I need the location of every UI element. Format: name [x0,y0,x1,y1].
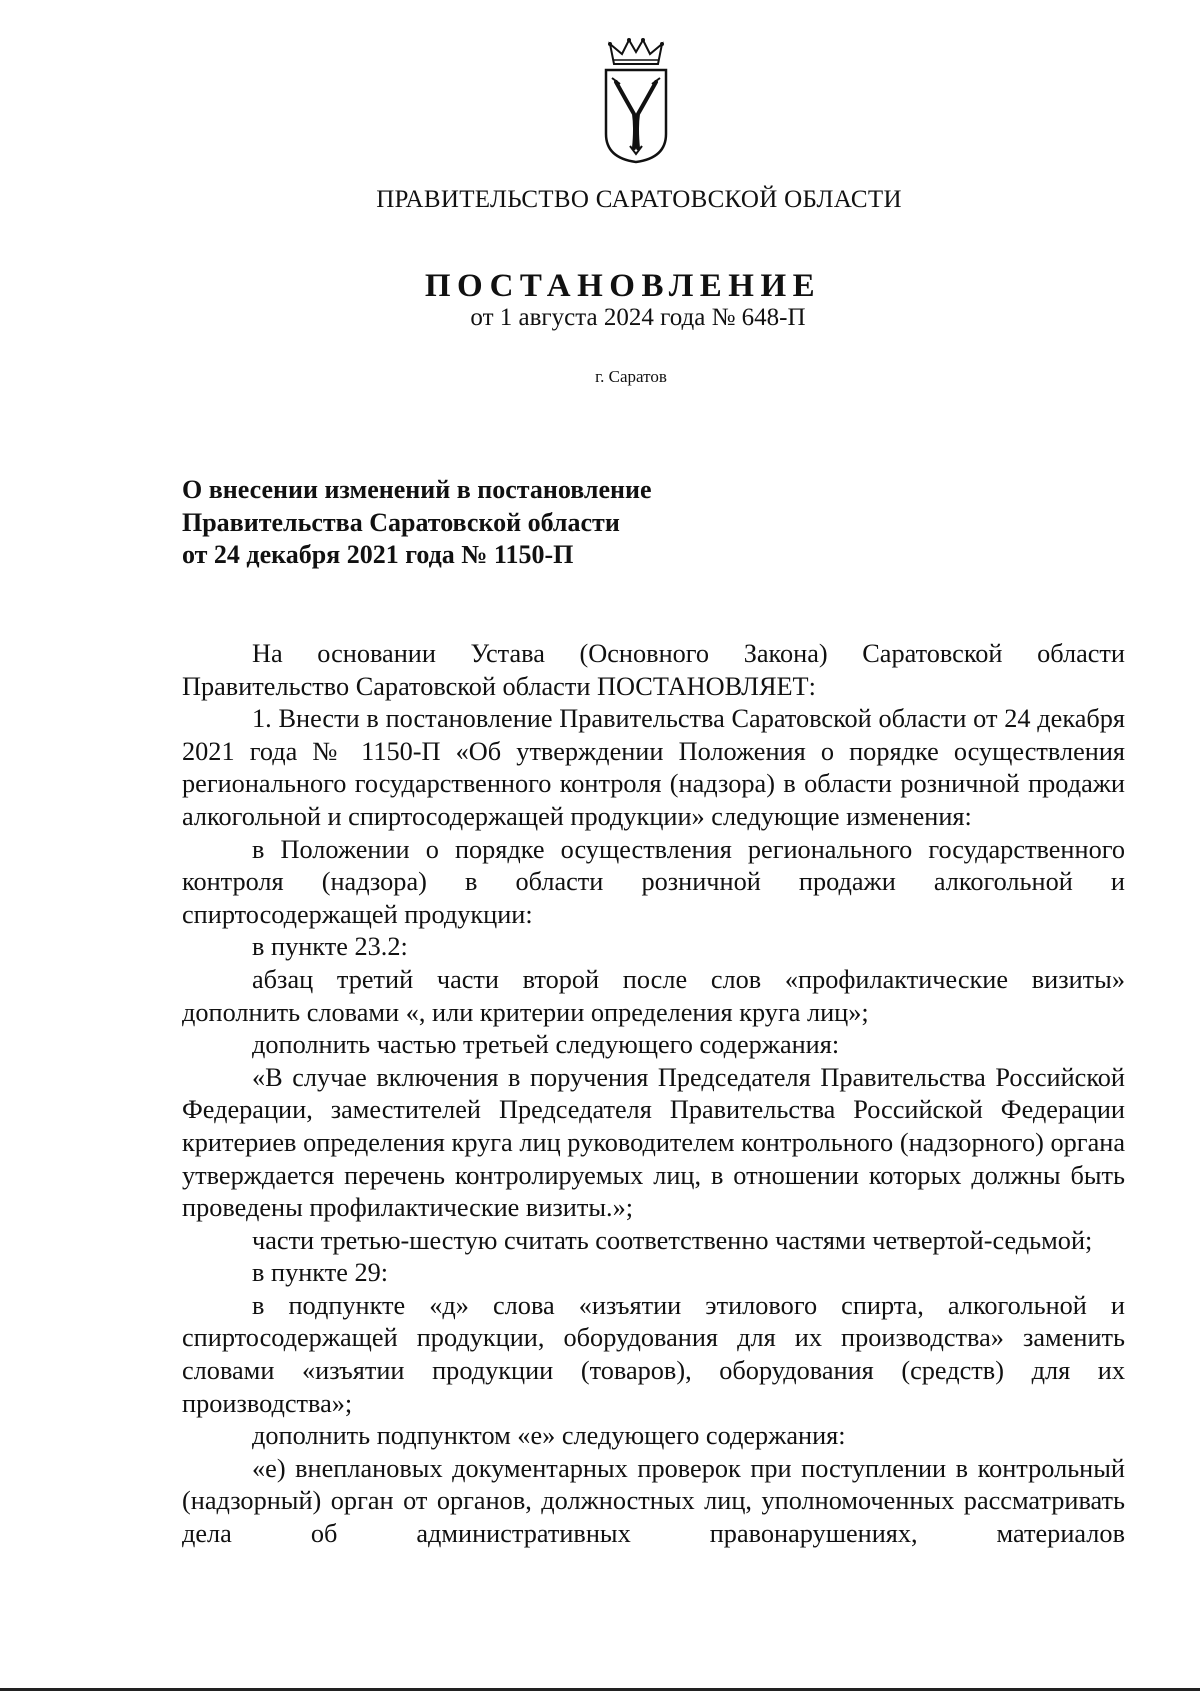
body-paragraph: в Положении о порядке осуществления регионального государственного контроля (надзора) в области розничной продажи алкогольной и спиртосодержащей продукции: [182,834,1125,929]
document-body [182,638,1125,1551]
saratov-coat-of-arms-icon [596,36,676,166]
document-city: г. Саратов [595,367,667,386]
subject-line: Правительства Саратовской области [182,507,620,537]
body-paragraph: дополнить подпунктом «е» следующего содержания: [252,1421,846,1451]
document-subject [182,474,822,572]
document-date-number: от 1 августа 2024 года № 648-П [470,304,806,331]
body-paragraph: На основании Устава (Основного Закона) Саратовской области Правительство Саратовской области ПОСТАНОВЛЯЕТ: [182,639,1125,701]
body-paragraph: «В случае включения в поручения Председателя Правительства Российской Федерации, заместителей Председателя Правительства Российской Федерации критериев определения круга лиц руководителем контрольного (надзорного) органа утверждается перечень контролируемых лиц, в отношении которых должны быть проведены профилактические визиты.»; [182,1062,1125,1223]
body-paragraph: 1. Внести в постановление Правительства Саратовской области от 24 декабря 2021 года № 1150-П «Об утверждении Положения о порядке осуществления регионального государственного контроля (надзора) в области розничной продажи алкогольной и спиртосодержащей продукции» следующие изменения: [182,704,1125,831]
body-paragraph: дополнить частью третьей следующего содержания: [252,1030,840,1060]
body-paragraph: «е) внеплановых документарных проверок при поступлении в контрольный (надзорный) орган от органов, должностных лиц, уполномоченных рассматривать дела об административных правонарушениях, материалов [182,1453,1125,1549]
body-paragraph: в подпункте «д» слова «изъятии этилового спирта, алкогольной и спиртосодержащей продукции, оборудования для их производства» заменить словами «изъятии продукции (товаров), оборудования (средств) для их производства»; [182,1290,1125,1418]
government-name: ПРАВИТЕЛЬСТВО САРАТОВСКОЙ ОБЛАСТИ [376,186,902,213]
subject-line: О внесении изменений в постановление [182,475,652,504]
body-paragraph: части третью-шестую считать соответственно частями четвертой-седьмой; [252,1225,1093,1255]
body-paragraph: в пункте 23.2: [252,932,408,962]
body-paragraph: в пункте 29: [252,1258,389,1288]
subject-line: от 24 декабря 2021 года № 1150-П [182,540,574,569]
document-type-title: ПОСТАНОВЛЕНИЕ [424,268,822,304]
body-paragraph: абзац третий части второй после слов «профилактические визиты» дополнить словами «, или критерии определения круга лиц»; [182,964,1125,1027]
